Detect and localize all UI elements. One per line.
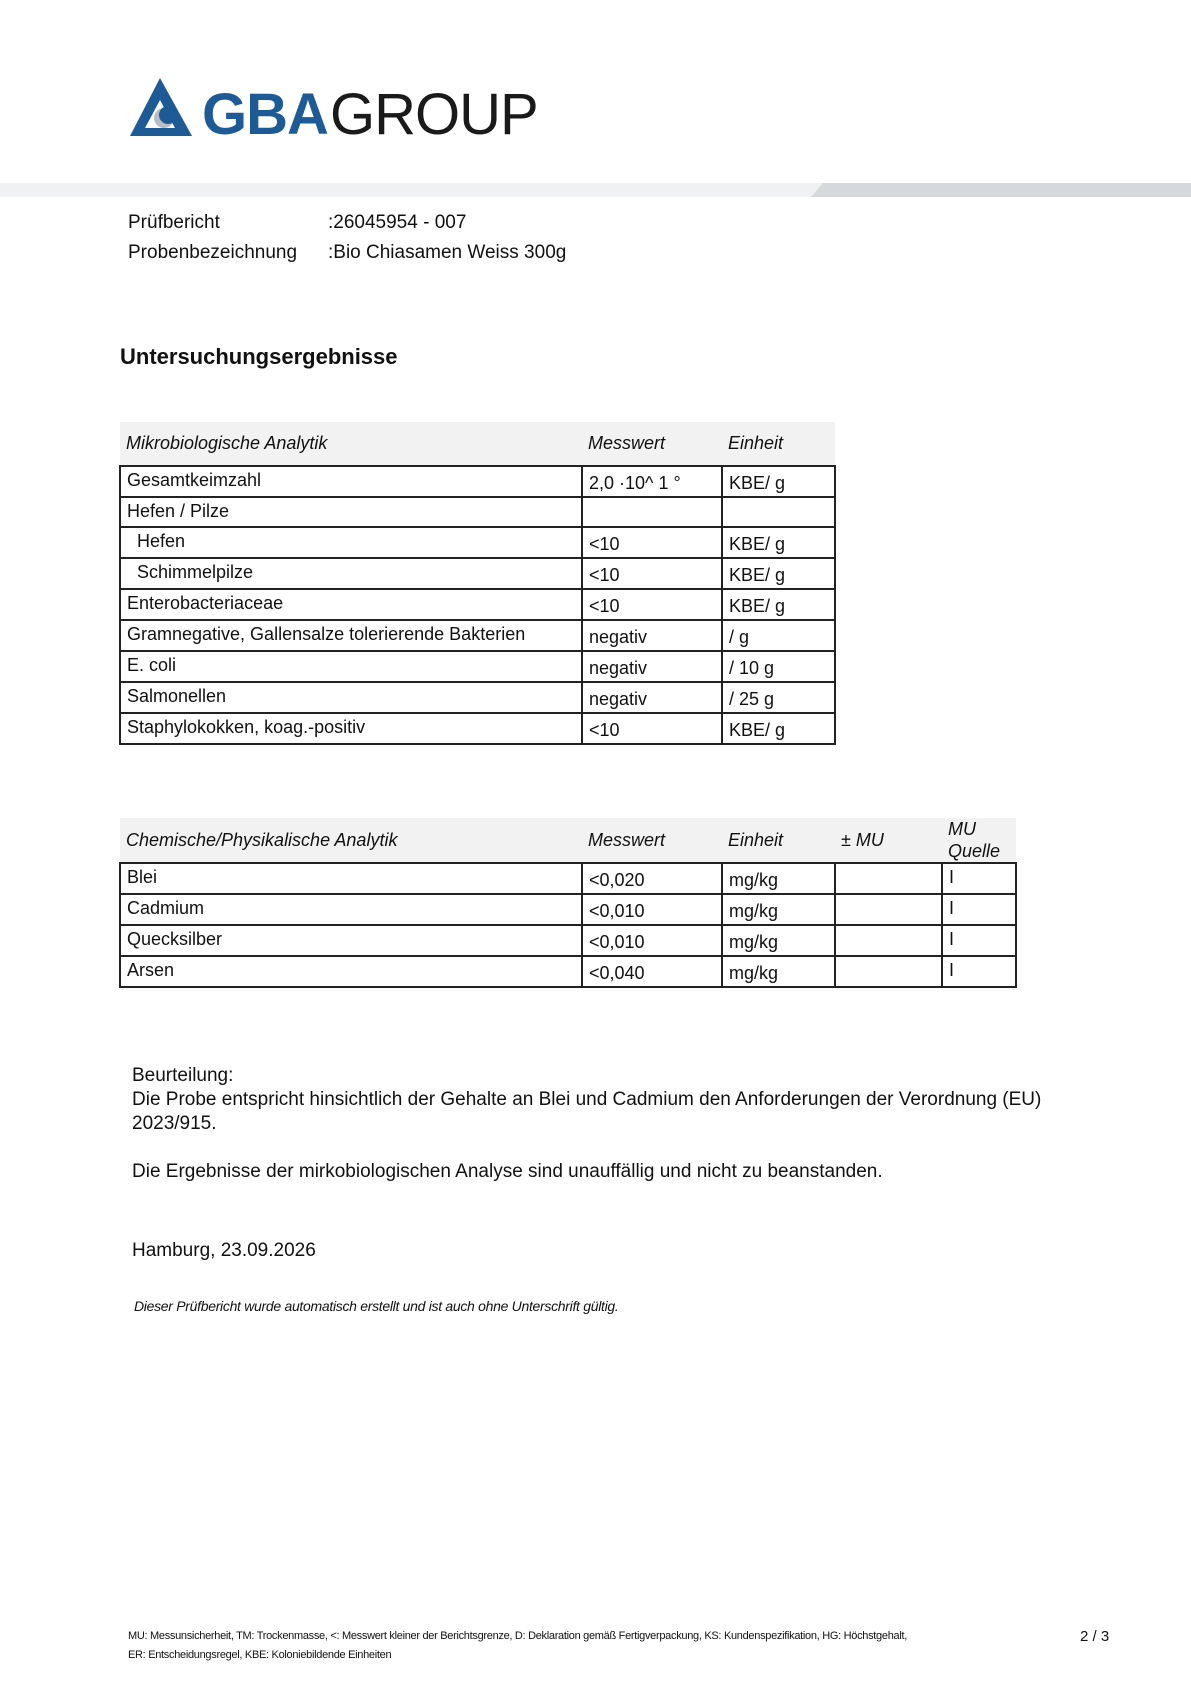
table-row: [120, 466, 835, 497]
unit: KBE/ g: [722, 558, 835, 589]
unit: mg/kg: [722, 925, 835, 956]
report-number-label: Prüfbericht: [128, 212, 220, 233]
report-meta: [128, 208, 566, 268]
measured-value: <10: [582, 558, 722, 589]
column-header-unit: Einheit: [722, 818, 835, 863]
unit: KBE/ g: [722, 589, 835, 620]
assessment: [132, 1064, 1072, 1184]
analyte-name: Arsen: [120, 956, 582, 987]
measured-value: <10: [582, 589, 722, 620]
unit: mg/kg: [722, 956, 835, 987]
unit: / 10 g: [722, 651, 835, 682]
logo-triangle-icon: [130, 78, 192, 136]
table-header-row: [120, 422, 835, 466]
analyte-name: Schimmelpilze: [120, 558, 582, 589]
mu-source: I: [942, 925, 1016, 956]
measured-value: <0,020: [582, 863, 722, 894]
table-row: [120, 589, 835, 620]
sample-name-value: :Bio Chiasamen Weiss 300g: [328, 242, 567, 263]
measured-value: [582, 497, 722, 527]
analyte-name: Blei: [120, 863, 582, 894]
analyte-name: Salmonellen: [120, 682, 582, 713]
table-row: [120, 558, 835, 589]
mu-value: [835, 925, 942, 956]
analyte-name: Hefen / Pilze: [120, 497, 582, 527]
measured-value: <10: [582, 527, 722, 558]
analyte-name: Enterobacteriaceae: [120, 589, 582, 620]
table-row: [120, 527, 835, 558]
unit: KBE/ g: [722, 466, 835, 497]
assessment-text-microbiology: Die Ergebnisse der mirkobiologischen Analyse sind unauffällig und nicht zu beanstanden.: [132, 1161, 883, 1182]
column-header-mu-source: [942, 818, 1016, 863]
unit: [722, 497, 835, 527]
report-number-row: [128, 208, 566, 238]
table-row: [120, 863, 1016, 894]
footnote-abbreviations: [128, 1627, 998, 1665]
table-row: [120, 497, 835, 527]
column-header-unit: Einheit: [722, 422, 835, 466]
section-title: Untersuchungsergebnisse: [120, 344, 398, 369]
microbiology-table: [119, 422, 836, 745]
mu-source-line1: MU: [948, 819, 976, 839]
unit: mg/kg: [722, 863, 835, 894]
place-date: Hamburg, 23.09.2026: [132, 1240, 316, 1261]
logo-text-group: GROUP: [330, 82, 538, 140]
mu-source: I: [942, 956, 1016, 987]
sample-name-label: Probenbezeichnung: [128, 242, 298, 263]
mu-value: [835, 894, 942, 925]
mu-source: I: [942, 894, 1016, 925]
mu-source: I: [942, 863, 1016, 894]
table-row: [120, 682, 835, 713]
unit: mg/kg: [722, 894, 835, 925]
measured-value: <0,010: [582, 894, 722, 925]
logo-text-gba: GBA: [202, 82, 328, 140]
header-bar-accent: [811, 183, 1191, 197]
measured-value: <0,010: [582, 925, 722, 956]
measured-value: negativ: [582, 682, 722, 713]
column-header-value: Messwert: [582, 818, 722, 863]
analyte-name: Gramnegative, Gallensalze tolerierende Bakterien: [120, 620, 582, 651]
table-row: [120, 713, 835, 744]
assessment-heading: Beurteilung:: [132, 1065, 234, 1086]
column-header-mu: ± MU: [835, 818, 942, 863]
column-header-analysis: Mikrobiologische Analytik: [120, 422, 582, 466]
report-number-value: :26045954 - 007: [328, 212, 467, 233]
unit: / g: [722, 620, 835, 651]
table-row: [120, 894, 1016, 925]
header-bar: [0, 183, 1191, 197]
unit: KBE/ g: [722, 713, 835, 744]
page-number: 2 / 3: [1080, 1628, 1110, 1645]
table-row: [120, 956, 1016, 987]
footnote-line: MU: Messunsicherheit, TM: Trockenmasse, <: Messwert kleiner der Berichtsgrenze, D: Deklaration gemäß Fertigverpackung, KS: Kundenspezifikation, HG: Höchstgehalt,: [128, 1630, 907, 1642]
measured-value: 2,0 ·10^ 1 °: [582, 466, 722, 497]
header-bar-light: [0, 183, 830, 197]
sample-name-row: [128, 238, 566, 268]
unit: KBE/ g: [722, 527, 835, 558]
measured-value: negativ: [582, 651, 722, 682]
analyte-name: Staphylokokken, koag.-positiv: [120, 713, 582, 744]
column-header-analysis: Chemische/Physikalische Analytik: [120, 818, 582, 863]
analyte-name: E. coli: [120, 651, 582, 682]
measured-value: <10: [582, 713, 722, 744]
analyte-name: Gesamtkeimzahl: [120, 466, 582, 497]
automatic-report-note: Dieser Prüfbericht wurde automatisch erstellt und ist auch ohne Unterschrift gültig.: [134, 1298, 619, 1314]
chemistry-table: [119, 818, 1017, 988]
assessment-text-heavy-metals: Die Probe entspricht hinsichtlich der Gehalte an Blei und Cadmium den Anforderungen der Verordnung (EU) 2023/915.: [132, 1089, 1042, 1134]
table-row: [120, 925, 1016, 956]
mu-source-line2: Quelle: [948, 841, 1001, 861]
analyte-name: Hefen: [120, 527, 582, 558]
table-header-row: [120, 818, 1016, 863]
table-row: [120, 620, 835, 651]
mu-value: [835, 956, 942, 987]
table-row: [120, 651, 835, 682]
analyte-name: Cadmium: [120, 894, 582, 925]
unit: / 25 g: [722, 682, 835, 713]
measured-value: negativ: [582, 620, 722, 651]
mu-value: [835, 863, 942, 894]
analyte-name: Quecksilber: [120, 925, 582, 956]
footnote-line: ER: Entscheidungsregel, KBE: Koloniebildende Einheiten: [128, 1649, 392, 1661]
measured-value: <0,040: [582, 956, 722, 987]
column-header-value: Messwert: [582, 422, 722, 466]
gba-group-logo: [130, 78, 560, 140]
